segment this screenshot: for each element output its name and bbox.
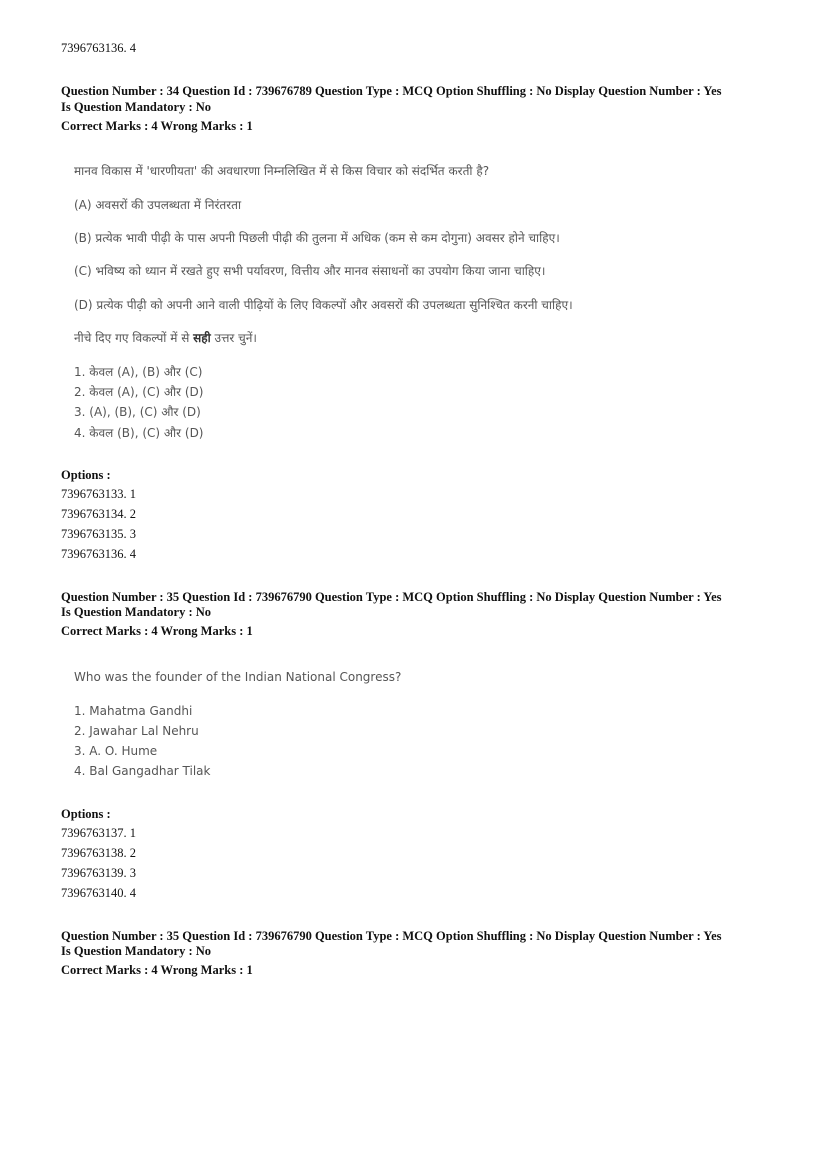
q35-option-2: 7396763138. 2: [61, 846, 136, 860]
q34-options-label: Options :: [61, 468, 111, 482]
q34-instruction-bold: सही: [193, 331, 211, 345]
q35-choice-2: 2. Jawahar Lal Nehru: [74, 724, 199, 738]
q34-choice-2: 2. केवल (A), (C) और (D): [74, 385, 204, 399]
q34-statement-b: (B) प्रत्येक भावी पीढ़ी के पास अपनी पिछली पीढ़ी की तुलना में अधिक (कम से कम दोगुना) अवसर होने चाहिए।: [74, 231, 560, 245]
q34-statement-d: (D) प्रत्येक पीढ़ी को अपनी आने वाली पीढ़ियों के लिए विकल्पों और अवसरों की उपलब्धता सुनिश्चित करनी चाहिए।: [74, 298, 573, 312]
q35-options-label: Options :: [61, 807, 111, 821]
q34-statement-c: (C) भविष्य को ध्यान में रखते हुए सभी पर्यावरण, वित्तीय और मानव संसाधनों का उपयोग किया जाना चाहिए।: [74, 264, 546, 278]
q34-instruction: [74, 331, 257, 346]
q34-option-1: 7396763133. 1: [61, 487, 136, 501]
q35-marks: Correct Marks : 4 Wrong Marks : 1: [61, 624, 253, 638]
q35-option-3: 7396763139. 3: [61, 866, 136, 880]
q34-question-text: मानव विकास में 'धारणीयता' की अवधारणा निम्नलिखित में से किस विचार को संदर्भित करती है?: [74, 164, 490, 178]
q35b-marks: Correct Marks : 4 Wrong Marks : 1: [61, 963, 253, 977]
q35-question-text: Who was the founder of the Indian National Congress?: [74, 670, 402, 684]
previous-option-line: 7396763136. 4: [61, 41, 136, 55]
q34-choice-3: 3. (A), (B), (C) और (D): [74, 405, 201, 419]
q34-option-3: 7396763135. 3: [61, 527, 136, 541]
q34-choice-1: 1. केवल (A), (B) और (C): [74, 365, 203, 379]
q35b-mandatory: Is Question Mandatory : No: [61, 944, 212, 958]
q34-choice-4: 4. केवल (B), (C) और (D): [74, 426, 204, 440]
q34-option-2: 7396763134. 2: [61, 507, 136, 521]
q34-option-4: 7396763136. 4: [61, 547, 136, 561]
q34-instruction-pre: नीचे दिए गए विकल्पों में से: [74, 331, 194, 345]
q35-choice-3: 3. A. O. Hume: [74, 744, 158, 758]
q34-mandatory: Is Question Mandatory : No: [61, 100, 212, 114]
q34-instruction-post: उत्तर चुनें।: [210, 331, 257, 345]
q34-statement-a: (A) अवसरों की उपलब्धता में निरंतरता: [74, 198, 242, 212]
q35-mandatory: Is Question Mandatory : No: [61, 605, 212, 619]
q35b-header: Question Number : 35 Question Id : 739676790 Question Type : MCQ Option Shuffling : No Display Question Number : Yes: [61, 929, 722, 943]
q35-option-1: 7396763137. 1: [61, 826, 136, 840]
q35-header: Question Number : 35 Question Id : 739676790 Question Type : MCQ Option Shuffling : No Display Question Number : Yes: [61, 590, 722, 604]
q34-marks: Correct Marks : 4 Wrong Marks : 1: [61, 119, 253, 133]
q34-header: Question Number : 34 Question Id : 739676789 Question Type : MCQ Option Shuffling : No Display Question Number : Yes: [61, 84, 722, 98]
q35-choice-1: 1. Mahatma Gandhi: [74, 704, 193, 718]
q35-option-4: 7396763140. 4: [61, 886, 136, 900]
q35-choice-4: 4. Bal Gangadhar Tilak: [74, 764, 211, 778]
